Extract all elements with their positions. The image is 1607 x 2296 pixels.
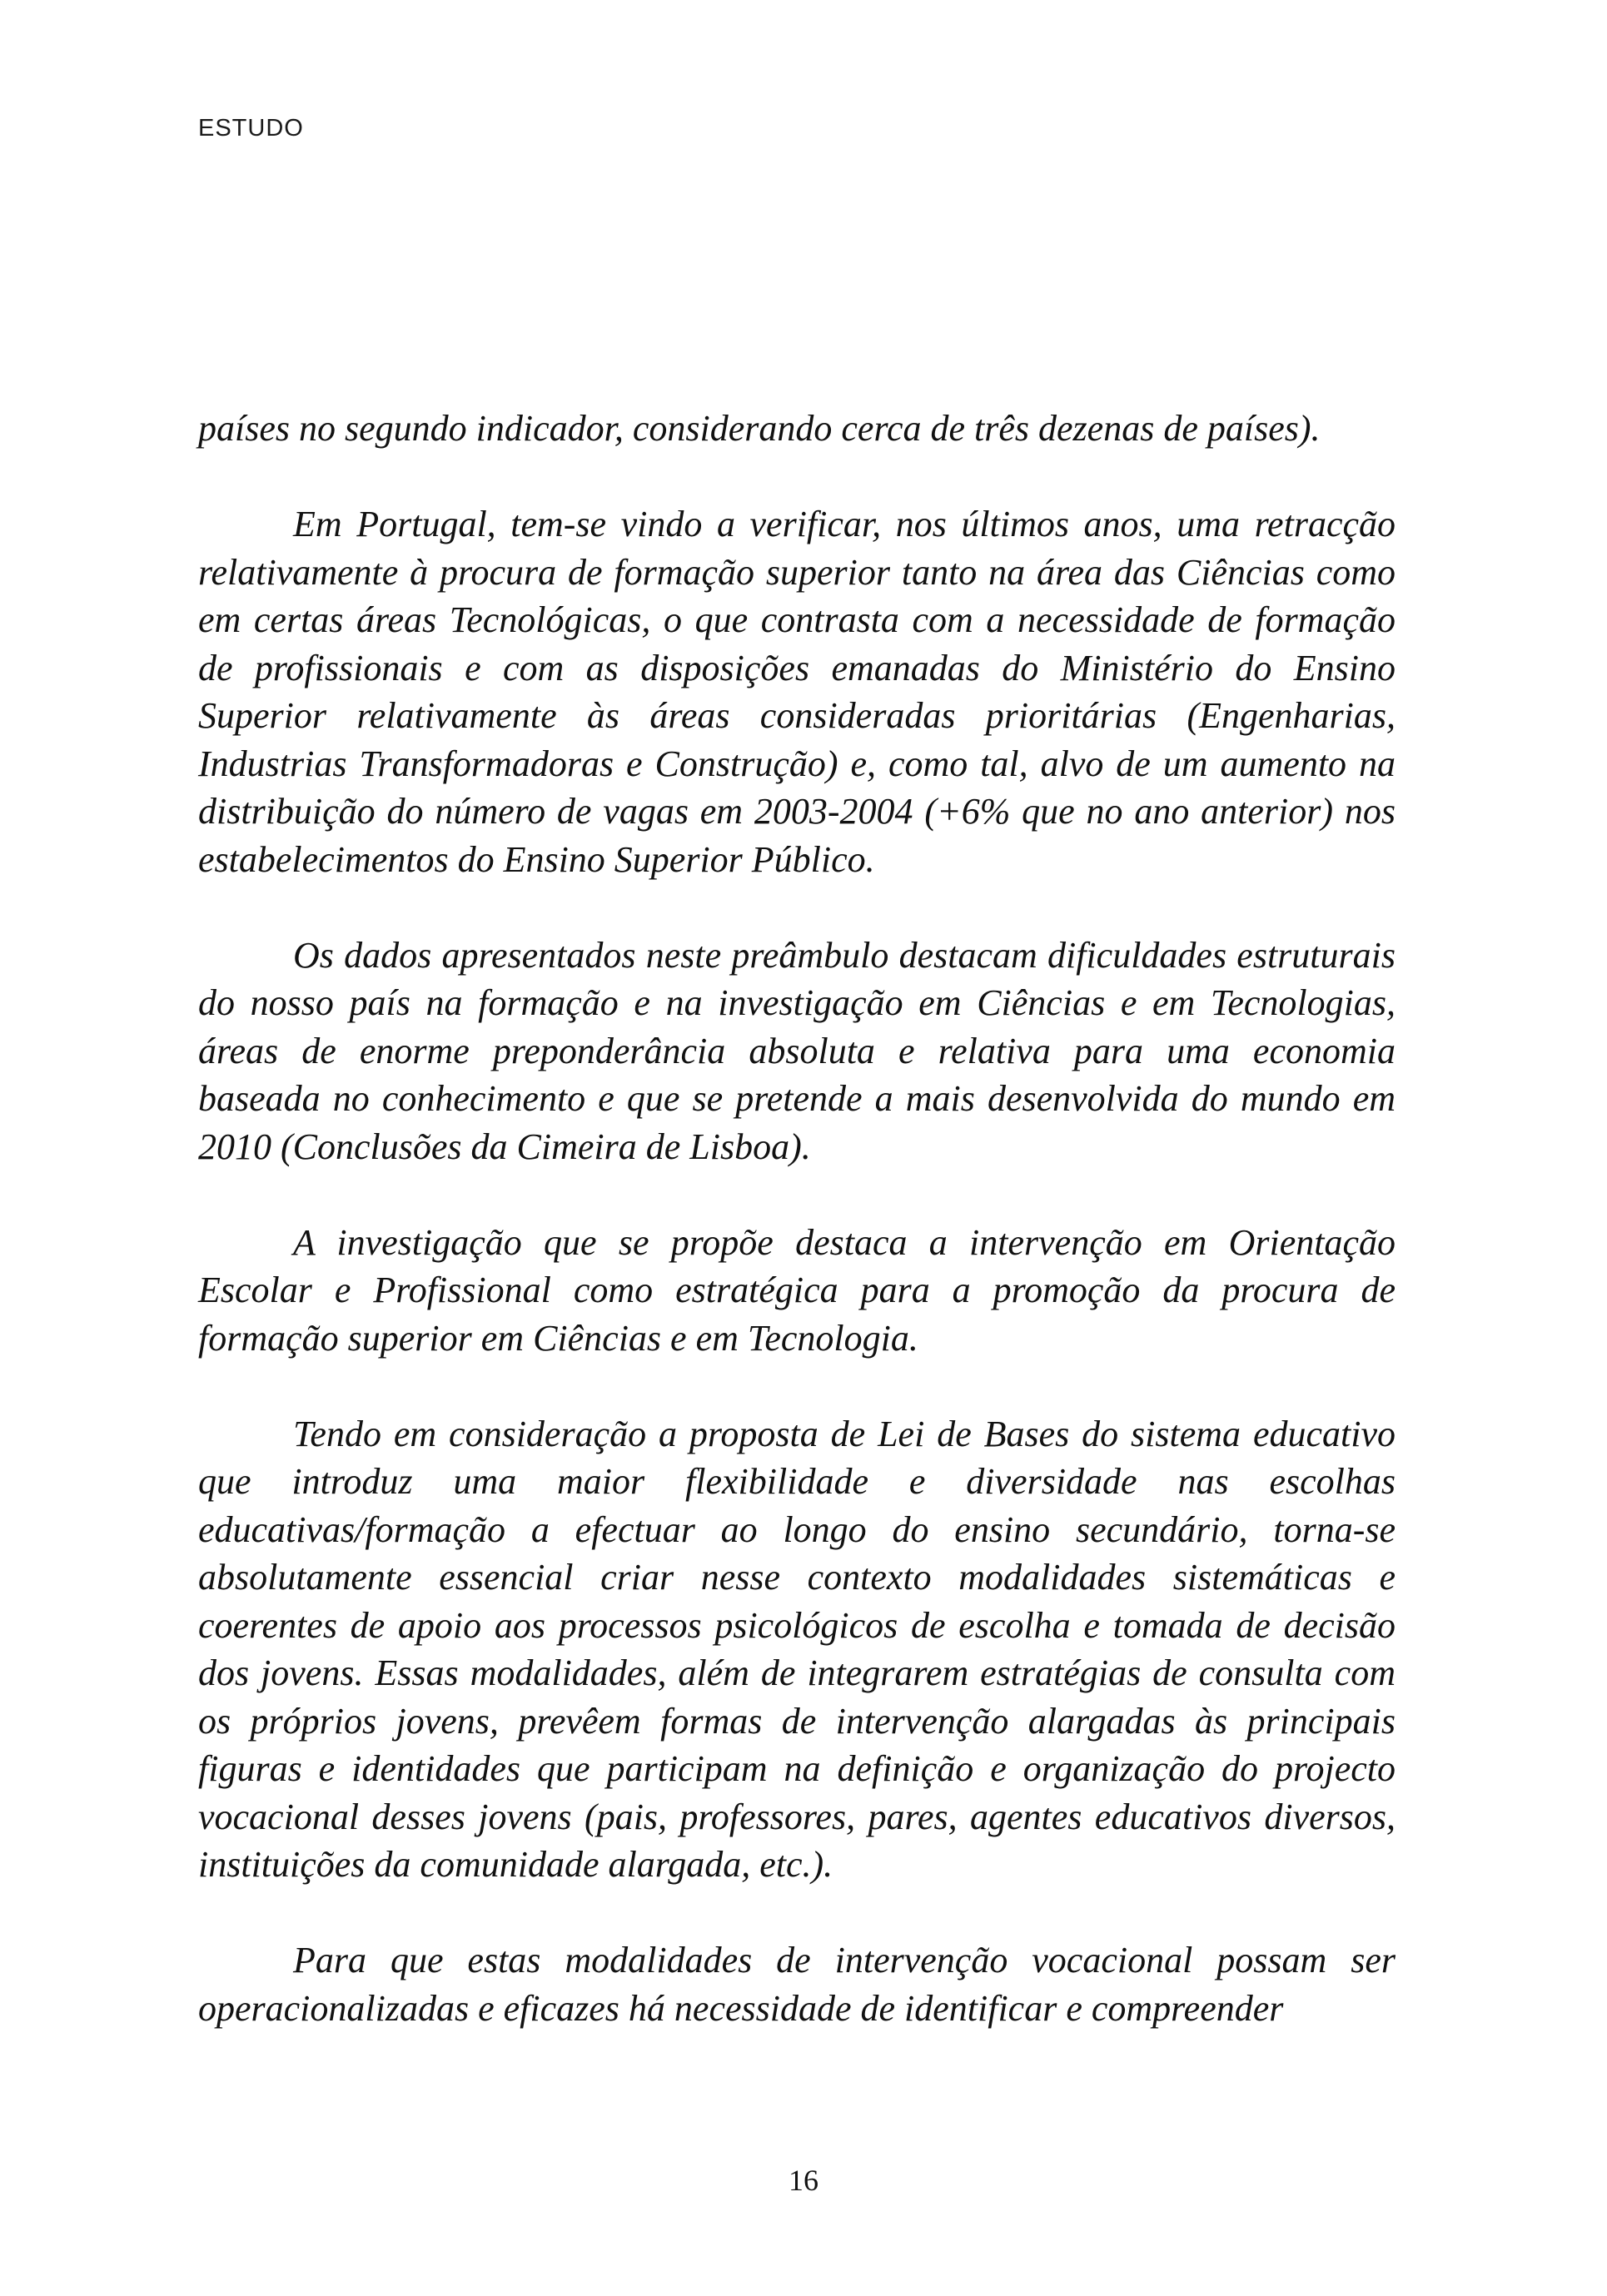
running-header: ESTUDO [198, 115, 304, 142]
body-text [198, 405, 1396, 2080]
paragraph-proposed-investigation: A investigação que se propõe destaca a intervenção em Orientação Escolar e Profissional como estratégica para a promoção da procura de formação superior em Ciências e em Tecnologia. [198, 1221, 1396, 1359]
paragraph-intervention-modalities: Para que estas modalidades de intervenção vocacional possam ser operacionalizadas e eficazes há necessidade de identificar e compreender [198, 1940, 1396, 2029]
paragraph-continued: países no segundo indicador, considerando cerca de três dezenas de países). [198, 408, 1321, 449]
page-number: 16 [789, 2164, 818, 2197]
paragraph-portugal-retraction: Em Portugal, tem-se vindo a verificar, nos últimos anos, uma retracção relativamente à procura de formação superior tanto na área das Ciências como em certas áreas Tecnológicas, o que contrasta com a necessidade de formação de profissionais e com as disposições emanadas do Ministério do Ensino Superior relativamente às áreas consideradas prioritárias (Engenharias, Industrias Transformadoras e Construção) e, como tal, alvo de um aumento na distribuição do número de vagas em 2003-2004 (+6% que no ano anterior) nos estabelecimentos do Ensino Superior Público. [198, 504, 1396, 880]
paragraph-lei-de-bases: Tendo em consideração a proposta de Lei de Bases do sistema educativo que introduz uma maior flexibilidade e diversidade nas escolhas educativas/formação a efectuar ao longo do ensino secundário, torna-se absolutamente essencial criar nesse contexto modalidades sistemáticas e coerentes de apoio aos processos psicológicos de escolha e tomada de decisão dos jovens. Essas modalidades, além de integrarem estratégias de consulta com os próprios jovens, prevêem formas de intervenção alargadas às principais figuras e identidades que participam na definição e organização do projecto vocacional desses jovens (pais, professores, pares, agentes educativos diversos, instituições da comunidade alargada, etc.). [198, 1413, 1396, 1885]
paragraph-structural-difficulties: Os dados apresentados neste preâmbulo destacam dificuldades estruturais do nosso país na formação e na investigação em Ciências e em Tecnologias, áreas de enorme preponderância absoluta e relativa para uma economia baseada no conhecimento e que se pretende a mais desenvolvida do mundo em 2010 (Conclusões da Cimeira de Lisboa). [198, 934, 1396, 1167]
